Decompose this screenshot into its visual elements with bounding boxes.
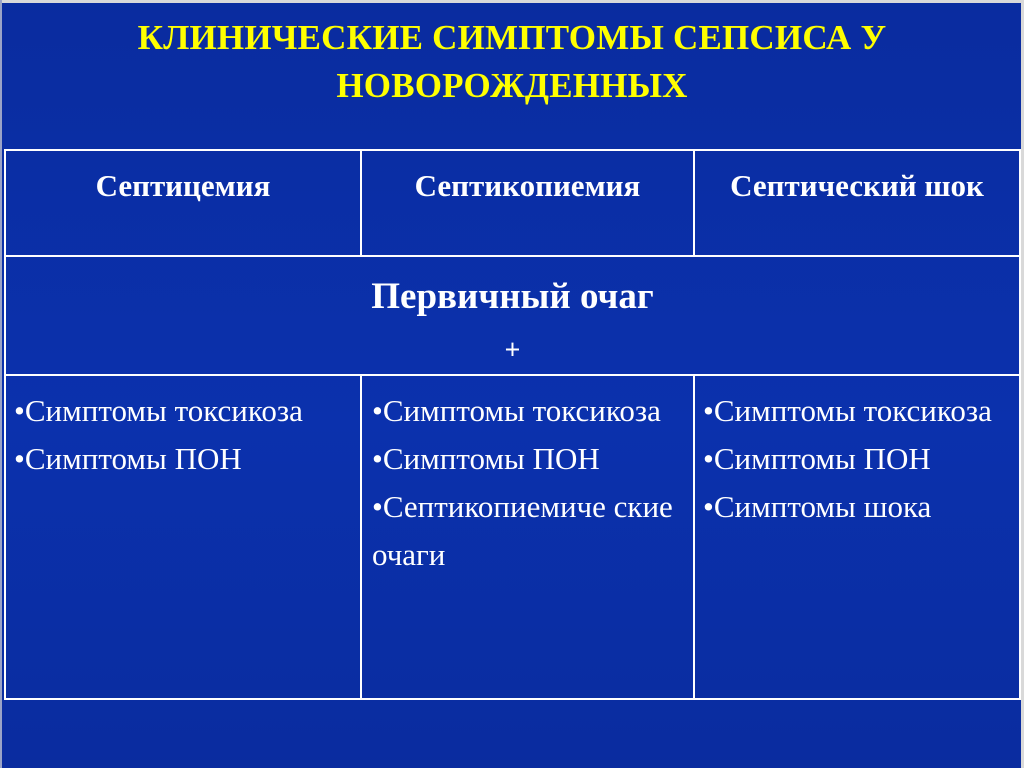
list-item-text: Симптомы ПОН — [713, 441, 931, 476]
column-header-septicopyemia — [362, 163, 693, 208]
body-col-divider-1 — [360, 374, 362, 700]
primary-focus-label — [6, 274, 1019, 320]
list-item — [14, 387, 354, 435]
list-item-text: Симптомы ПОН — [382, 441, 600, 476]
list-item-text: Септикопиемиче ские очаги — [372, 489, 673, 572]
symptom-list — [703, 387, 1017, 531]
bullet-icon: • — [703, 489, 714, 524]
list-item — [372, 387, 688, 435]
bullet-icon: • — [14, 393, 25, 428]
cell-septic-shock-symptoms — [703, 387, 1017, 531]
body-col-divider-2 — [693, 374, 695, 700]
bullet-icon: • — [372, 489, 383, 524]
list-item-text: Симптомы токсикоза — [382, 393, 661, 428]
symptom-list — [372, 387, 688, 579]
list-item — [372, 483, 688, 579]
primary-focus-text: Первичный очаг — [371, 276, 654, 317]
slide-left-border — [0, 0, 2, 768]
bullet-icon: • — [14, 441, 25, 476]
column-header-septic-shock — [695, 163, 1019, 208]
cell-septicemia-symptoms — [14, 387, 354, 483]
bullet-icon: • — [703, 441, 714, 476]
merged-row-divider — [6, 374, 1019, 376]
list-item-text: Симптомы ПОН — [24, 441, 242, 476]
slide-top-border — [0, 0, 1024, 3]
list-item-text: Симптомы токсикоза — [24, 393, 303, 428]
primary-focus-plus — [6, 337, 1019, 365]
symptom-list — [14, 387, 354, 483]
plus-sign: + — [504, 335, 521, 366]
bullet-icon: • — [372, 441, 383, 476]
column-header-label: Септикопиемия — [414, 168, 641, 203]
slide-title: КЛИНИЧЕСКИЕ СИМПТОМЫ СЕПСИСА У НОВОРОЖДЕННЫХ — [137, 18, 887, 105]
column-header-label: Септицемия — [95, 168, 271, 203]
bullet-icon: • — [703, 393, 714, 428]
column-header-septicemia — [6, 163, 360, 208]
list-item-text: Симптомы шока — [713, 489, 932, 524]
list-item — [372, 435, 688, 483]
list-item — [703, 387, 1017, 435]
list-item — [14, 435, 354, 483]
cell-septicopyemia-symptoms — [372, 387, 688, 579]
bullet-icon: • — [372, 393, 383, 428]
list-item-text: Симптомы токсикоза — [713, 393, 992, 428]
column-header-label: Септический шок — [730, 168, 984, 203]
symptoms-table — [4, 149, 1021, 700]
header-row-divider — [6, 255, 1019, 257]
list-item — [703, 483, 1017, 531]
list-item — [703, 435, 1017, 483]
